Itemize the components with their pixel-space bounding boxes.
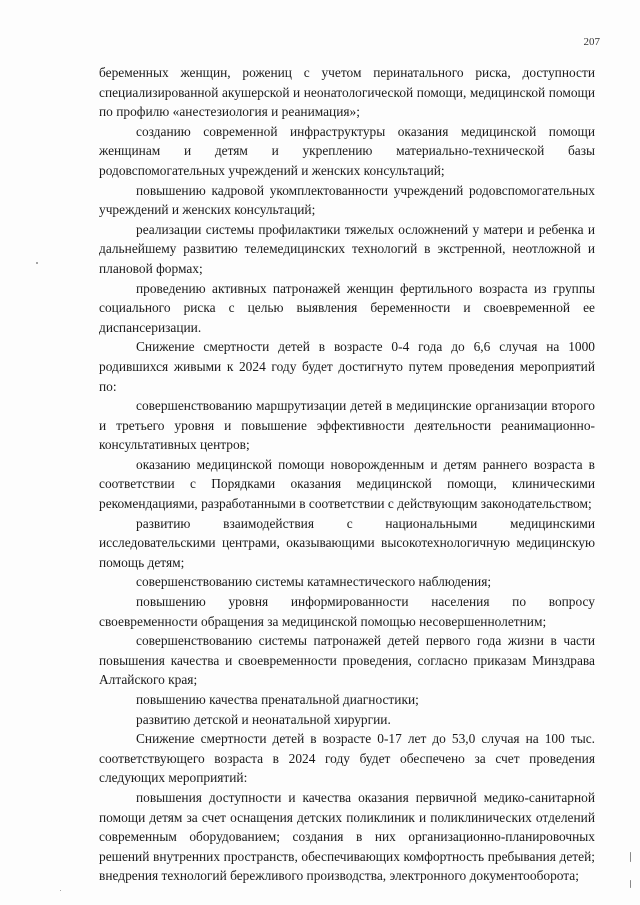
paragraph: проведению активных патронажей женщин фертильного возраста из группы социального риска с целью выявления беременности и своевременной ее диспансеризации.	[99, 280, 595, 335]
paragraph: Снижение смертности детей в возрасте 0-17 лет до 53,0 случая на 100 тыс. соответствующего возраста в 2024 году будет обеспечено за счет проведения следующих мероприятий:	[99, 731, 595, 786]
paragraph: совершенствованию маршрутизации детей в медицинские организации второго и третьего уровня и повышение эффективности деятельности реанимационно-консультативных центров;	[99, 398, 595, 453]
scan-speck	[36, 262, 38, 264]
document-body	[99, 63, 595, 886]
paragraph: повышения доступности и качества оказания первичной медико-санитарной помощи детям за счет оснащения детских поликлиник и поликлинических отделений современным оборудованием; создания в них организационно-планировочных решений внутренних пространств, обеспечивающих комфортность пребывания детей; внедрения технологий бережливого производства, электронного документооборота;	[99, 789, 595, 884]
paragraph: реализации системы профилактики тяжелых осложнений у матери и ребенка и дальнейшему развитию телемедицинских технологий в экстренной, неотложной и плановой формах;	[99, 221, 595, 276]
paragraph: повышению уровня информированности населения по вопросу своевременности обращения за медицинской помощью несовершеннолетним;	[99, 594, 595, 629]
paragraph: развитию детской и неонатальной хирургии.	[136, 711, 391, 727]
paragraph: совершенствованию системы катамнестического наблюдения;	[136, 574, 492, 590]
page-number: 207	[583, 36, 600, 48]
scan-speck	[60, 890, 61, 891]
paragraph: оказанию медицинской помощи новорожденным и детям раннего возраста в соответствии с Порядками оказания медицинской помощи, клиническими рекомендациями, разработанными в соответствии с действующим законодательством;	[99, 456, 595, 512]
paragraph: повышению качества пренатальной диагностики;	[136, 692, 419, 707]
paragraph: беременных женщин, рожениц с учетом перинатального риска, доступности специализированной акушерской и неонатологической помощи, медицинской помощи по профилю «анестезиология и реанимация»;	[99, 65, 595, 120]
scan-speck	[630, 852, 631, 862]
scan-speck	[630, 880, 631, 888]
paragraph: Снижение смертности детей в возрасте 0-4 года до 6,6 случая на 1000 родившихся живыми к 2024 году будет достигнуто путем проведения мероприятий по:	[99, 339, 595, 394]
paragraph: повышению кадровой укомплектованности учреждений родовспомогательных учреждений и женских консультаций;	[99, 182, 595, 218]
paragraph: совершенствованию системы патронажей детей первого года жизни в части повышения качества и своевременности проведения, согласно приказам Минздрава Алтайского края;	[99, 633, 595, 688]
paragraph: созданию современной инфраструктуры оказания медицинской помощи женщинам и детям и укреплению материально-технической базы родовспомогательных учреждений и женских консультаций;	[99, 123, 595, 178]
paragraph: развитию взаимодействия с национальными медицинскими исследовательскими центрами, оказывающими высокотехнологичную медицинскую помощь детям;	[99, 515, 595, 570]
